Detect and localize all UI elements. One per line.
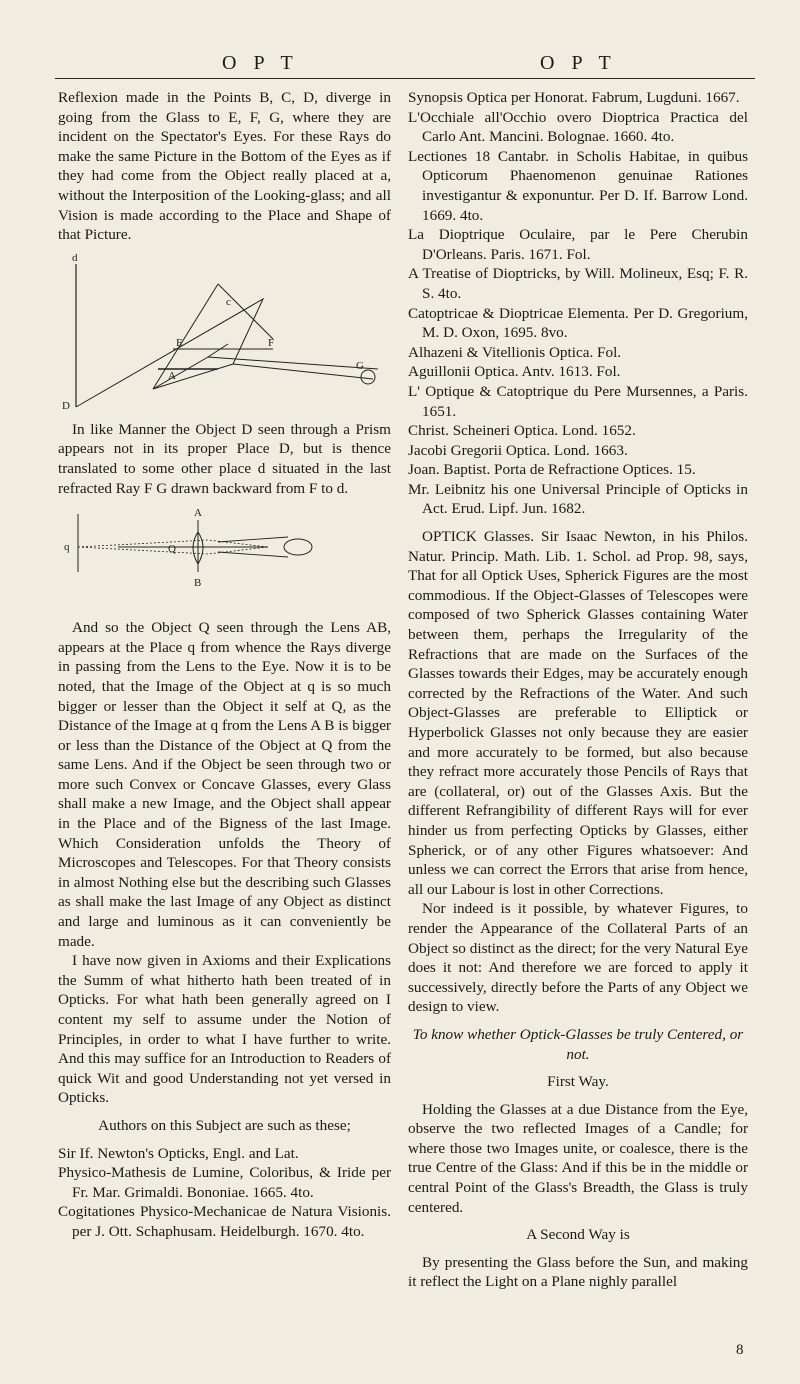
reference-item: La Dioptrique Oculaire, par le Pere Cherubin D'Orleans. Paris. 1671. Fol.	[408, 226, 748, 263]
paragraph-authors: Authors on this Subject are such as these;	[98, 1116, 351, 1134]
fig2-label-A: A	[194, 507, 202, 520]
reference-newton: Sir If. Newton's Opticks, Engl. and Lat.	[58, 1144, 299, 1162]
right-references	[408, 88, 748, 519]
paragraph-prism: In like Manner the Object D seen through a Prism appears not in its proper Place D, but is thence translated to some other place d situated in the last refracted Ray F G drawn backward from F to d.	[58, 420, 391, 497]
paragraph-second-way: By presenting the Glass before the Sun, and making it reflect the Light on a Plane nighly parallel	[408, 1253, 748, 1291]
running-head-left: O P T	[222, 52, 299, 74]
reference-ott: Cogitationes Physico-Mechanicae de Natura Visionis. per J. Ott. Schaphusam. Heidelburgh. 1670. 4to.	[58, 1203, 391, 1240]
reference-item: Catoptricae & Dioptricae Elementa. Per D. Gregorium, M. D. Oxon, 1695. 8vo.	[408, 304, 748, 342]
reference-item: Christ. Scheineri Optica. Lond. 1652.	[408, 422, 636, 440]
right-column	[408, 88, 748, 1292]
fig2-label-Q: Q	[168, 543, 176, 556]
section-heading: To know whether Optick-Glasses be truly Centered, or not.	[412, 1025, 744, 1063]
paragraph-axioms: I have now given in Axioms and their Explications the Summ of what hitherto hath been treated of in Opticks. For what hath been generally agreed on I content my self to assume under the Notion of Principles, in order to what I have further to write. And this may suffice for an Introduction to Readers of quick Wit and good Understanding not yet versed in Opticks.	[58, 952, 391, 1107]
fig1-label-d: d	[72, 251, 78, 264]
fig2-label-q: q	[64, 541, 70, 554]
fig1-label-c: c	[226, 295, 231, 308]
reference-item: Alhazeni & Vitellionis Optica. Fol.	[408, 343, 622, 361]
subheading-first-way: First Way.	[547, 1073, 609, 1091]
reference-item: Aguillonii Optica. Antv. 1613. Fol.	[408, 363, 621, 381]
left-column	[58, 88, 391, 1242]
reference-item: A Treatise of Dioptricks, by Will. Molineux, Esq; F. R. S. 4to.	[408, 265, 748, 302]
catchword: 8	[736, 1342, 744, 1358]
fig1-label-D: D	[62, 399, 70, 412]
subheading-second-way: A Second Way is	[526, 1226, 630, 1244]
reference-item: Jacobi Gregorii Optica. Lond. 1663.	[408, 441, 628, 459]
fig1-label-G: G	[356, 359, 364, 372]
fig1-label-A: A	[168, 369, 176, 382]
fig2-label-B: B	[194, 577, 202, 590]
reference-item: Mr. Leibnitz his one Universal Principle of Opticks in Act. Erud. Lipf. Jun. 1682.	[408, 480, 748, 518]
reference-item: Synopsis Optica per Honorat. Fabrum, Lugduni. 1667.	[408, 89, 740, 106]
paragraph-optick-glasses: OPTICK Glasses. Sir Isaac Newton, in his Philos. Natur. Princip. Math. Lib. 1. Schol. ad Prop. 98, says, That for all Optick Uses, Spherick Figures are the most commodious. If the Object-Glasses of Telescopes were composed of two Spherick Glasses containing Water between them, perhaps the Irregularity of the Refractions that are made on the Surfaces of the Glasses towards their Edges, may be accurately enough corrected by the Refractions of the Water. And such Object-Glasses are preferable to Elliptick or Hyperbolick Glasses not only because they are easier and more accurately to be formed, but also because they refract more accurately those Pencils of Rays that are (collateral, or) out of the Glasses Axis. But the different Refrangibility of different Rays will for ever hinder us from perfecting Opticks by Glasses, either Spherick, or of any other Figures whatsoever: And unless we can correct the Errors that arise from hence, all our Labour is lost in other Corrections.	[408, 528, 748, 898]
paragraph-lens: And so the Object Q seen through the Lens AB, appears at the Place q from whence the Rays diverge in passing from the Lens to the Eye. Now it is to be noted, that the Image of the Object at q is so much bigger or lesser than the Object it self at Q, as the Distance of the Image at q from the Lens A B is bigger or less than the Distance of the Object at Q from the same Lens. And if the Object be seen through two or more such Convex or Concave Glasses, every Glass shall make a new Image, and the Object shall appear in the Place and of the Bigness of the last Image. Which Consideration unfolds the Theory of Microscopes and Telescopes. For that Theory consists in almost Nothing else but the describing such Glasses as shall make the last Image of any Object as distinct and large and luminous as it can conveniently be made.	[58, 619, 391, 950]
reference-item: Joan. Baptist. Porta de Refractione Optices. 15.	[408, 461, 696, 479]
fig1-label-E: E	[176, 336, 183, 349]
reference-item: Lectiones 18 Cantabr. in Scholis Habitae, in quibus Opticorum Phaenomenon genuinae Rationes investigantur & exponuntur. Per D. If. Barrow Lond. 1669. 4to.	[408, 147, 748, 224]
fig1-label-F: F	[268, 336, 275, 349]
paragraph-first-way: Holding the Glasses at a due Distance from the Eye, observe the two reflected Images of a Candle; for where those two Images unite, or coalesce, there is the true Centre of the Glass: And if this be in the middle or central Point of the Glass's Breadth, the Glass is truly centered.	[408, 1100, 748, 1216]
running-head-right: O P T	[540, 52, 617, 74]
left-references	[58, 1144, 391, 1242]
paragraph-reflexion: Reflexion made in the Points B, C, D, diverge in going from the Glass to E, F, G, where they are incident on the Spectator's Eyes. For these Rays do make the same Picture in the Bottom of the Eyes as if they had come from the Object really placed at a, without the Interposition of the Looking-glass; and all Vision is made according to the Place and Shape of that Picture.	[58, 89, 391, 244]
reference-item: L' Optique & Catoptrique du Pere Mursennes, a Paris. 1651.	[408, 382, 748, 420]
reference-item: L'Occhiale all'Occhio overo Dioptrica Practica del Carlo Ant. Mancini. Bolognae. 1660. 4to.	[408, 108, 748, 146]
paragraph-collateral: Nor indeed is it possible, by whatever Figures, to render the Appearance of the Collateral Parts of an Object so distinct as the direct; for the very Natural Eye does it not: And therefore we are forced to apply it successively, directly before the Parts of any Object we design to view.	[408, 900, 748, 1016]
mirror-diagram	[58, 249, 388, 414]
header-rule	[55, 78, 755, 79]
reference-grimaldi: Physico-Mathesis de Lumine, Coloribus, & Iride per Fr. Mar. Grimaldi. Bononiae. 1665. 4to.	[58, 1164, 391, 1201]
lens-diagram	[58, 502, 388, 612]
